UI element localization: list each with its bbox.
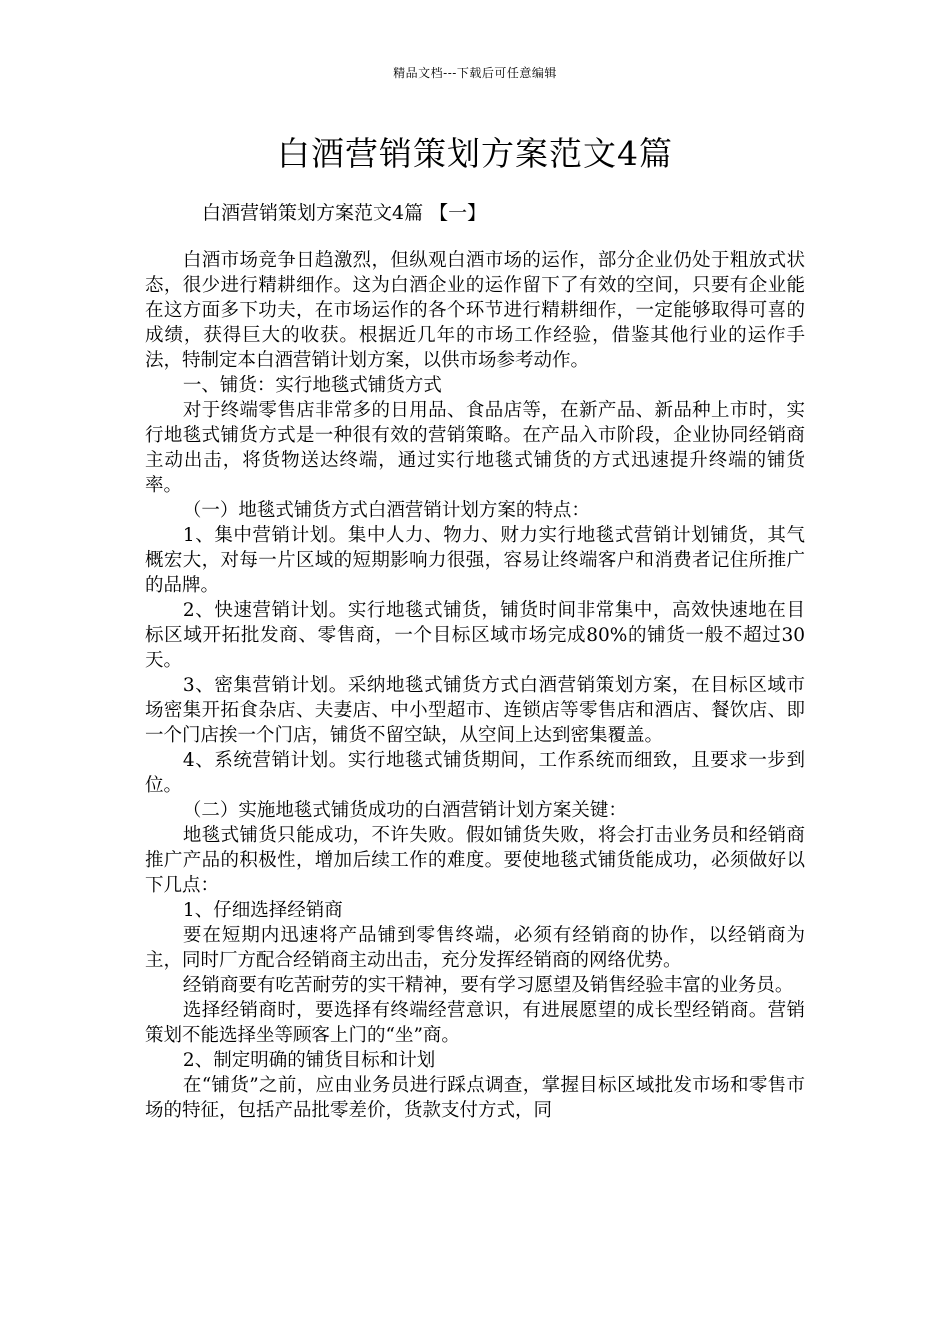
paragraph: 对于终端零售店非常多的日用品、食品店等，在新产品、新品种上市时，实行地毯式铺货方式是一种很有效的营销策略。在产品入市阶段，企业协同经销商主动出击，将货物送达终端，通过实行地毯式铺货的方式迅速提升终端的铺货率。 [145, 400, 805, 496]
subsection-heading: （二）实施地毯式铺货成功的白酒营销计划方案关键： [182, 800, 627, 821]
subsection-heading: （一）地毯式铺货方式白酒营销计划方案的特点： [182, 500, 590, 521]
document-title: 白酒营销策划方案范文4篇 [277, 134, 673, 173]
body-text [145, 248, 805, 1123]
paragraph: 3、密集营销计划。采纳地毯式铺货方式白酒营销策划方案，在目标区域市场密集开拓食杂店、夫妻店、中小型超市、连锁店等零售店和酒店、餐饮店、即一个门店挨一个门店，铺货不留空缺，从空间上达到密集覆盖。 [145, 675, 805, 746]
paragraph: 要在短期内迅速将产品铺到零售终端，必须有经销商的协作，以经销商为主，同时厂方配合经销商主动出击，充分发挥经销商的网络优势。 [145, 925, 805, 971]
paragraph: 在“铺货”之前，应由业务员进行踩点调查，掌握目标区域批发市场和零售市场的特征，包括产品批零差价，货款支付方式，同 [145, 1075, 805, 1121]
section-heading: 一、铺货：实行地毯式铺货方式 [182, 375, 442, 396]
list-item-heading: 1、仔细选择经销商 [182, 900, 343, 921]
paragraph: 地毯式铺货只能成功，不许失败。假如铺货失败，将会打击业务员和经销商推广产品的积极性，增加后续工作的难度。要使地毯式铺货能成功，必须做好以下几点： [145, 825, 805, 896]
list-item-heading: 2、制定明确的铺货目标和计划 [182, 1050, 436, 1071]
section-subtitle: 白酒营销策划方案范文4篇 【一】 [202, 202, 487, 224]
paragraph: 2、快速营销计划。实行地毯式铺货，铺货时间非常集中，高效快速地在目标区域开拓批发商、零售商，一个目标区域市场完成80%的铺货一般不超过30天。 [145, 600, 805, 671]
paragraph: 白酒市场竞争日趋激烈，但纵观白酒市场的运作，部分企业仍处于粗放式状态，很少进行精耕细作。这为白酒企业的运作留下了有效的空间，只要有企业能在这方面多下功夫，在市场运作的各个环节进行精耕细作，一定能够取得可喜的成绩，获得巨大的收获。根据近几年的市场工作经验，借鉴其他行业的运作手法，特制定本白酒营销计划方案，以供市场参考动作。 [145, 250, 805, 371]
paragraph: 选择经销商时，要选择有终端经营意识，有进展愿望的成长型经销商。营销策划不能选择坐等顾客上门的“坐”商。 [145, 1000, 805, 1046]
paragraph: 经销商要有吃苦耐劳的实干精神，要有学习愿望及销售经验丰富的业务员。 [182, 975, 794, 996]
header-note: 精品文档---下载后可任意编辑 [393, 66, 557, 80]
paragraph: 1、集中营销计划。集中人力、物力、财力实行地毯式营销计划铺货，其气概宏大，对每一片区域的短期影响力很强，容易让终端客户和消费者记住所推广的品牌。 [145, 525, 805, 596]
paragraph: 4、系统营销计划。实行地毯式铺货期间，工作系统而细致，且要求一步到位。 [145, 750, 805, 796]
